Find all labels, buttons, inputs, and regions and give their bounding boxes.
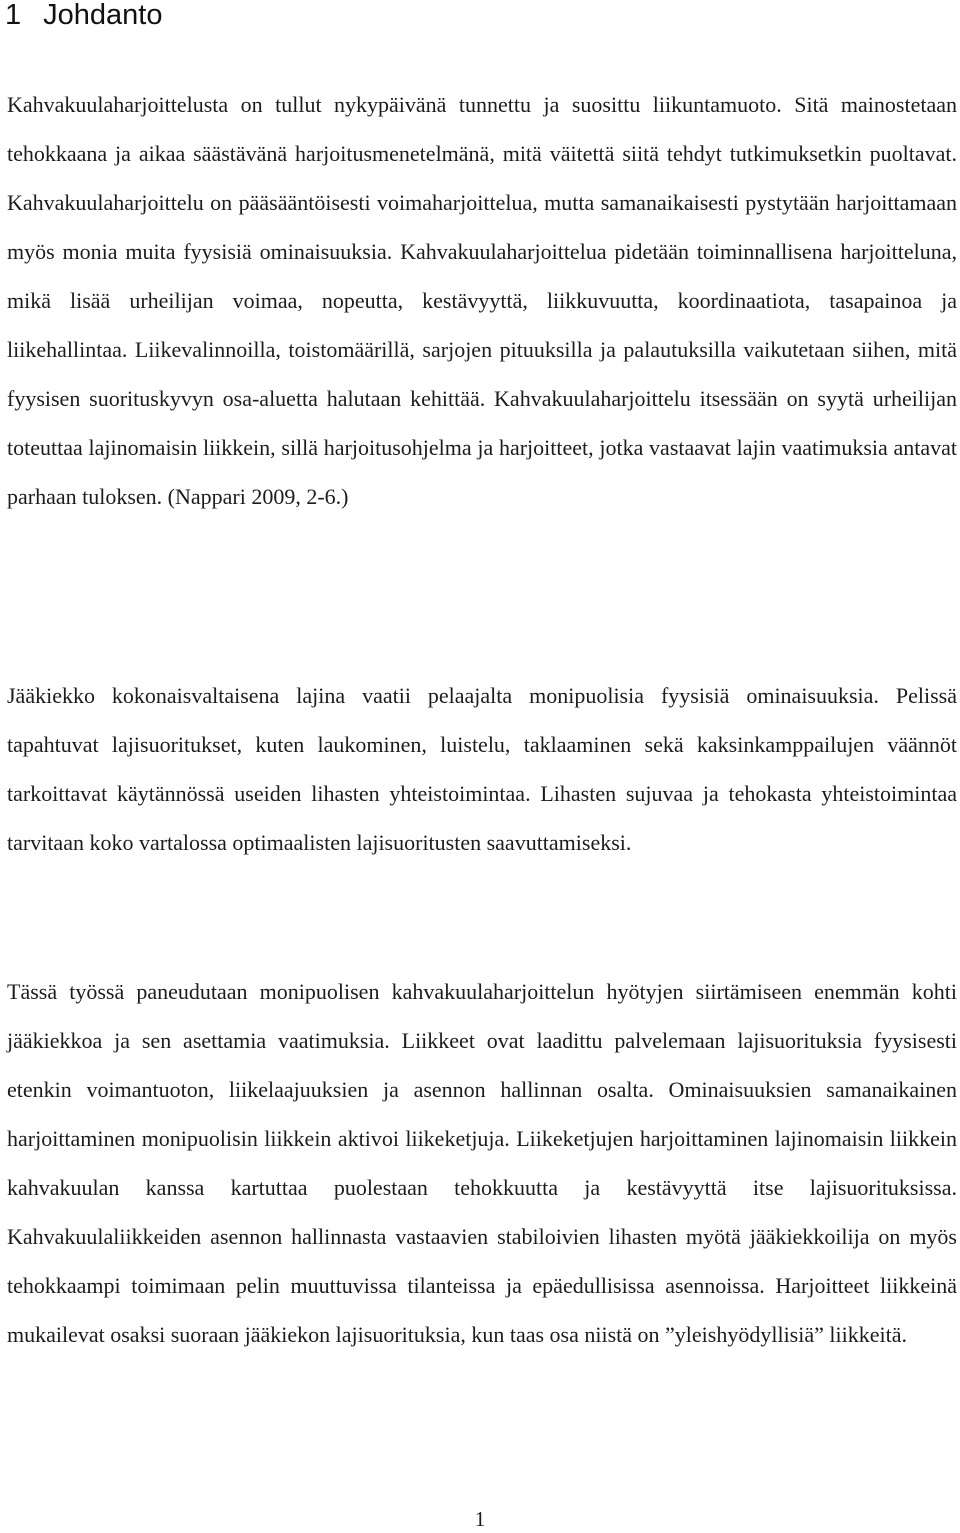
chapter-title: Johdanto <box>43 0 163 31</box>
paragraph-intro-kettlebell: Kahvakuulaharjoittelusta on tullut nykypäivänä tunnettu ja suosittu liikuntamuoto. Sitä mainostetaan tehokkaana ja aikaa säästävänä harjoitusmenetelmänä, mitä väitettä siitä tehdyt tutkimuksetkin puoltavat. Kahvakuulaharjoittelu on pääsääntöisesti voimaharjoittelua, mutta samanaikaisesti pystytään harjoittamaan myös monia muita fyysisiä ominaisuuksia. Kahvakuulaharjoittelua pidetään toiminnallisena harjoitteluna, mikä lisää urheilijan voimaa, nopeutta, kestävyyttä, liikkuvuutta, koordinaatiota, tasapainoa ja liikehallintaa. Liikevalinnoilla, toistomäärillä, sarjojen pituuksilla ja palautuksilla vaikutetaan siihen, mitä fyysisen suorituskyvyn osa-aluetta halutaan kehittää. Kahvakuulaharjoittelu itsessään on syytä urheilijan toteuttaa lajinomaisin liikkein, sillä harjoitusohjelma ja harjoitteet, jotka vastaavat lajin vaatimuksia antavat parhaan tuloksen. (Nappari 2009, 2-6.) <box>7 92 957 509</box>
page-number: 1 <box>474 1507 486 1531</box>
paragraph-this-work: Tässä työssä paneudutaan monipuolisen kahvakuulaharjoittelun hyötyjen siirtämiseen enemmän kohti jääkiekkoa ja sen asettamia vaatimuksia. Liikkeet ovat laadittu palvelemaan lajisuorituksia fyysisesti etenkin voimantuoton, liikelaajuuksien ja asennon hallinnan osalta. Ominaisuuksien samanaikainen harjoittaminen monipuolisin liikkein aktivoi liikeketjuja. Liikeketjujen harjoittaminen lajinomaisin liikkein kahvakuulan kanssa kartuttaa puolestaan tehokkuutta ja kestävyyttä itse lajisuorituksissa. Kahvakuulaliikkeiden asennon hallinnasta vastaavien stabiloivien lihasten myötä jääkiekkoilija on myös tehokkaampi toimimaan pelin muuttuvissa tilanteissa ja epäedullisissa asennoissa. Harjoitteet liikkeinä mukailevat osaksi suoraan jääkiekon lajisuorituksia, kun taas osa niistä on ”yleishyödyllisiä” liikkeitä. <box>7 979 957 1347</box>
chapter-number: 1 <box>5 0 22 31</box>
chapter-heading <box>5 0 162 30</box>
paragraph-ice-hockey: Jääkiekko kokonaisvaltaisena lajina vaatii pelaajalta monipuolisia fyysisiä ominaisuuksia. Pelissä tapahtuvat lajisuoritukset, kuten laukominen, luistelu, taklaaminen sekä kaksinkamppailujen väännöt tarkoittavat käytännössä useiden lihasten yhteistoimintaa. Lihasten sujuvaa ja tehokasta yhteistoimintaa tarvitaan koko vartalossa optimaalisten lajisuoritusten saavuttamiseksi. <box>7 683 957 855</box>
